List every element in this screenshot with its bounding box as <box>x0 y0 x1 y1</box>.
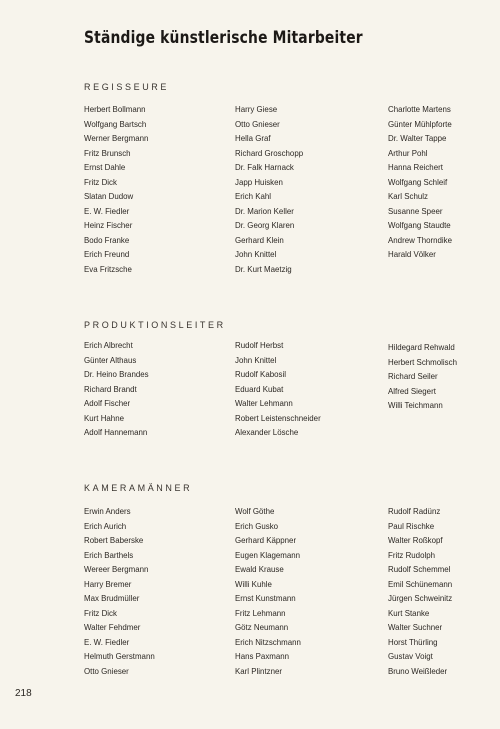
name-entry: Adolf Hannemann <box>84 427 148 437</box>
name-entry: Kurt Stanke <box>388 607 430 618</box>
name-entry: Otto Gnieser <box>84 665 129 676</box>
name-entry: Richard Brandt <box>84 383 137 394</box>
name-entry: Wolfgang Schleif <box>388 176 448 187</box>
section-heading-produktionsleiter: PRODUKTIONSLEITER <box>84 320 226 330</box>
name-entry: Max Brudmüller <box>84 593 140 603</box>
name-entry: Hanna Reichert <box>388 162 443 172</box>
page-title: Ständige künstlerische Mitarbeiter <box>84 28 363 47</box>
name-entry: Rudolf Herbst <box>235 340 284 350</box>
name-entry: Eugen Klagemann <box>235 549 301 560</box>
name-column <box>388 504 458 678</box>
name-entry: Ewald Krause <box>235 564 284 574</box>
name-entry: Willi Kuhle <box>235 578 272 589</box>
name-column <box>235 102 309 276</box>
name-entry: Gustav Voigt <box>388 651 433 661</box>
section-heading-kameramaenner: KAMERAMÄNNER <box>84 483 193 493</box>
name-entry: Erich Barthels <box>84 549 134 560</box>
name-entry: Rudolf Radünz <box>388 506 441 516</box>
name-entry: Arthur Pohl <box>388 147 428 158</box>
name-entry: Heinz Fischer <box>84 220 133 230</box>
name-entry: Fritz Rudolph <box>388 549 436 560</box>
name-column <box>84 504 161 678</box>
name-entry: Werner Bergmann <box>84 133 149 143</box>
name-entry: Erich Aurich <box>84 520 127 531</box>
name-entry: Wolfgang Staudte <box>388 220 451 230</box>
name-entry: John Knittel <box>235 354 277 365</box>
name-entry: Dr. Falk Harnack <box>235 162 294 172</box>
name-entry: Karl Plintzner <box>235 665 283 676</box>
name-entry: Dr. Heino Brandes <box>84 369 149 379</box>
name-entry: Harry Bremer <box>84 578 132 589</box>
name-entry: Alfred Siegert <box>388 385 436 396</box>
name-entry: Rudolf Kabosil <box>235 369 286 379</box>
name-entry: Hildegard Rehwald <box>388 342 455 352</box>
name-entry: John Knittel <box>235 249 277 259</box>
name-entry: Andrew Thorndike <box>388 234 453 245</box>
name-entry: Slatan Dudow <box>84 191 134 201</box>
name-entry: Wolfgang Bartsch <box>84 118 147 129</box>
name-entry: Dr. Georg Klaren <box>235 220 295 230</box>
name-entry: Erich Nitzschmann <box>235 636 301 647</box>
name-entry: Karl Schulz <box>388 191 428 201</box>
name-entry: Erich Kahl <box>235 191 272 201</box>
name-entry: Fritz Dick <box>84 176 117 187</box>
name-entry: Eva Fritzsche <box>84 263 132 274</box>
name-entry: Rudolf Schemmel <box>388 564 451 574</box>
name-column <box>235 504 307 678</box>
name-entry: Erich Albrecht <box>84 340 133 350</box>
name-entry: Dr. Marion Keller <box>235 205 294 216</box>
name-entry: Hans Paxmann <box>235 651 290 661</box>
name-entry: Herbert Bollmann <box>84 104 146 114</box>
name-column <box>388 102 458 262</box>
name-entry: Bruno Weißleder <box>388 665 448 676</box>
name-entry: Horst Thürling <box>388 636 438 647</box>
name-entry: E. W. Fiedler <box>84 636 130 647</box>
name-entry: Erich Gusko <box>235 520 279 531</box>
name-entry: Walter Fehdmer <box>84 622 141 632</box>
name-entry: Emil Schünemann <box>388 578 453 589</box>
name-entry: Fritz Dick <box>84 607 117 618</box>
name-entry: Hella Graf <box>235 133 271 143</box>
name-entry: Günter Mühlpforte <box>388 118 452 129</box>
name-entry: Günter Althaus <box>84 354 137 365</box>
name-entry: Jürgen Schweinitz <box>388 593 453 603</box>
name-entry: Erich Freund <box>84 249 130 259</box>
name-entry: Ernst Kunstmann <box>235 593 296 603</box>
name-entry: Paul Rischke <box>388 520 435 531</box>
name-entry: Richard Seiler <box>388 371 438 381</box>
name-entry: Adolf Fischer <box>84 398 131 408</box>
name-entry: Wereer Bergmann <box>84 564 149 574</box>
name-entry: Willi Teichmann <box>388 400 443 410</box>
name-entry: Harry Giese <box>235 104 278 114</box>
name-entry: Götz Neumann <box>235 622 289 632</box>
name-entry: Kurt Hahne <box>84 412 125 423</box>
name-entry: Fritz Lehmann <box>235 607 286 618</box>
name-entry: Robert Leistenschneider <box>235 412 321 423</box>
page-number: 218 <box>15 688 32 699</box>
name-entry: E. W. Fiedler <box>84 205 130 216</box>
name-entry: Alexander Lösche <box>235 427 299 437</box>
name-entry: Dr. Kurt Maetzig <box>235 263 292 274</box>
name-entry: Richard Groschopp <box>235 147 304 158</box>
name-entry: Gerhard Käppner <box>235 535 297 545</box>
name-entry: Helmuth Gerstmann <box>84 651 155 661</box>
name-entry: Dr. Walter Tappe <box>388 133 447 143</box>
name-column <box>235 338 328 440</box>
name-entry: Walter Roßkopf <box>388 535 443 545</box>
name-entry: Erwin Anders <box>84 506 131 516</box>
name-entry: Eduard Kubat <box>235 383 284 394</box>
name-entry: Wolf Göthe <box>235 506 275 516</box>
name-entry: Susanne Speer <box>388 205 443 216</box>
name-entry: Walter Suchner <box>388 622 443 632</box>
name-entry: Fritz Brunsch <box>84 147 131 158</box>
name-entry: Herbert Schmolisch <box>388 356 457 367</box>
name-entry: Robert Baberske <box>84 535 144 545</box>
section-heading-regisseure: REGISSEURE <box>84 82 170 92</box>
name-column <box>388 340 463 413</box>
name-entry: Ernst Dahle <box>84 162 126 172</box>
name-entry: Otto Gnieser <box>235 118 280 129</box>
name-entry: Japp Huisken <box>235 176 283 187</box>
name-entry: Bodo Franke <box>84 234 130 245</box>
name-column <box>84 102 154 276</box>
name-entry: Gerhard Klein <box>235 234 284 245</box>
name-column <box>84 338 154 440</box>
name-entry: Charlotte Martens <box>388 104 451 114</box>
name-entry: Walter Lehmann <box>235 398 293 408</box>
name-entry: Harald Völker <box>388 249 436 259</box>
